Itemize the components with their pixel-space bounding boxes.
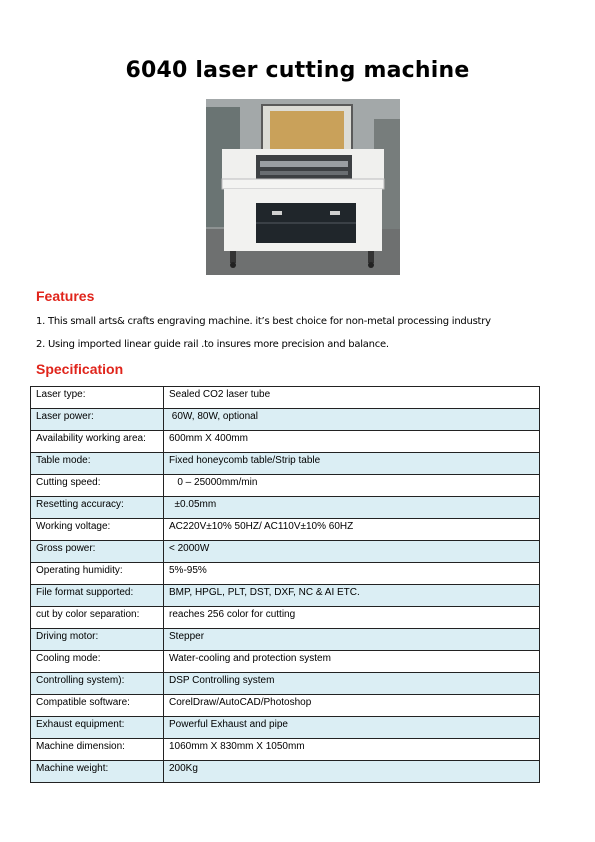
spec-value: Fixed honeycomb table/Strip table xyxy=(164,453,540,475)
spec-label: Operating humidity: xyxy=(31,563,164,585)
spec-label: Controlling system): xyxy=(31,673,164,695)
spec-label: Exhaust equipment: xyxy=(31,717,164,739)
table-row xyxy=(31,497,540,519)
table-row xyxy=(31,453,540,475)
spec-label: Availability working area: xyxy=(31,431,164,453)
table-row xyxy=(31,761,540,783)
feature-item-2: 2. Using imported linear guide rail .to insures more precision and balance. xyxy=(36,339,389,350)
spec-label: Laser type: xyxy=(31,387,164,409)
spec-label: Table mode: xyxy=(31,453,164,475)
spec-value: Sealed CO2 laser tube xyxy=(164,387,540,409)
feature-item-1: 1. This small arts& crafts engraving machine. it’s best choice for non-metal processing industry xyxy=(36,316,491,327)
spec-label: Compatible software: xyxy=(31,695,164,717)
spec-label: File format supported: xyxy=(31,585,164,607)
table-row xyxy=(31,541,540,563)
table-row xyxy=(31,563,540,585)
spec-value: < 2000W xyxy=(164,541,540,563)
spec-label: Working voltage: xyxy=(31,519,164,541)
table-row xyxy=(31,629,540,651)
table-row xyxy=(31,475,540,497)
spec-value: ±0.05mm xyxy=(164,497,540,519)
table-row xyxy=(31,651,540,673)
table-row xyxy=(31,607,540,629)
spec-label: Machine dimension: xyxy=(31,739,164,761)
spec-value: 0 – 25000mm/min xyxy=(164,475,540,497)
spec-label: cut by color separation: xyxy=(31,607,164,629)
table-row xyxy=(31,695,540,717)
features-heading: Features xyxy=(36,288,95,304)
product-photo xyxy=(206,99,400,275)
table-row xyxy=(31,585,540,607)
spec-value: BMP, HPGL, PLT, DST, DXF, NC & AI ETC. xyxy=(164,585,540,607)
table-row xyxy=(31,717,540,739)
table-row xyxy=(31,409,540,431)
spec-value: 5%-95% xyxy=(164,563,540,585)
spec-value: reaches 256 color for cutting xyxy=(164,607,540,629)
table-row xyxy=(31,387,540,409)
spec-label: Laser power: xyxy=(31,409,164,431)
spec-value: Powerful Exhaust and pipe xyxy=(164,717,540,739)
spec-value: 600mm X 400mm xyxy=(164,431,540,453)
spec-value: Stepper xyxy=(164,629,540,651)
spec-value: 60W, 80W, optional xyxy=(164,409,540,431)
table-row xyxy=(31,739,540,761)
laser-machine-image xyxy=(206,99,400,275)
table-row xyxy=(31,431,540,453)
table-row xyxy=(31,519,540,541)
page-title: 6040 laser cutting machine xyxy=(125,58,470,83)
spec-label: Cooling mode: xyxy=(31,651,164,673)
spec-value: Water-cooling and protection system xyxy=(164,651,540,673)
specification-heading: Specification xyxy=(36,361,124,377)
spec-label: Cutting speed: xyxy=(31,475,164,497)
spec-value: 200Kg xyxy=(164,761,540,783)
table-row xyxy=(31,673,540,695)
spec-value: 1060mm X 830mm X 1050mm xyxy=(164,739,540,761)
specification-table xyxy=(30,386,540,783)
spec-label: Gross power: xyxy=(31,541,164,563)
spec-label: Resetting accuracy: xyxy=(31,497,164,519)
spec-value: CorelDraw/AutoCAD/Photoshop xyxy=(164,695,540,717)
spec-label: Machine weight: xyxy=(31,761,164,783)
spec-label: Driving motor: xyxy=(31,629,164,651)
spec-value: AC220V±10% 50HZ/ AC110V±10% 60HZ xyxy=(164,519,540,541)
spec-value: DSP Controlling system xyxy=(164,673,540,695)
